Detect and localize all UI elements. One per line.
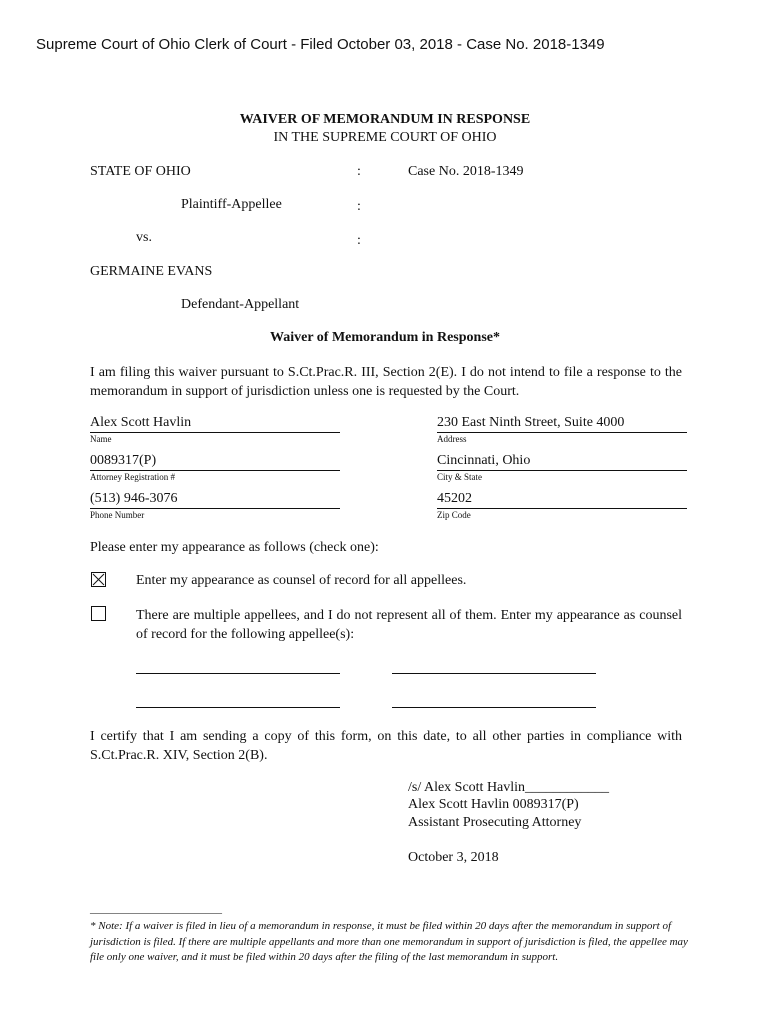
signature-date: October 3, 2018 <box>408 850 499 865</box>
checkbox-x-icon <box>92 573 105 586</box>
plaintiff-name: STATE OF OHIO <box>90 164 191 179</box>
multiple-appellees-checkbox[interactable] <box>91 606 106 621</box>
registration-label: Attorney Registration # <box>90 472 175 482</box>
appearance-prompt: Please enter my appearance as follows (check one): <box>90 540 379 555</box>
appellee-blank[interactable] <box>392 707 596 708</box>
all-appellees-label: Enter my appearance as counsel of record for all appellees. <box>136 573 467 588</box>
signature: /s/ Alex Scott Havlin____________ <box>408 780 610 795</box>
versus: vs. <box>136 230 152 245</box>
city-state-line <box>437 470 687 471</box>
zip-label: Zip Code <box>437 510 471 520</box>
multiple-appellees-label: There are multiple appellees, and I do not represent all of them. Enter my appearance as counsel of record for the following appellee(s): <box>136 608 682 642</box>
footnote-text: * Note: If a waiver is filed in lieu of a memorandum in response, it must be filed within 20 days after the memorandum in support of jurisdiction is filed. If there are multiple appellants and more than one memorandum in support of jurisdiction is filed, the appellee may file only one waiver, and it must be filed within 20 days after the filing of the last memorandum in support. <box>90 920 688 963</box>
attorney-name-value[interactable]: Alex Scott Havlin <box>90 415 192 430</box>
certification-text: I certify that I am sending a copy of this form, on this date, to all other parties in compliance with S.Ct.Prac.R. XIV, Section 2(B). <box>90 729 682 763</box>
footnote-rule: ________________________ <box>90 903 222 915</box>
registration-value[interactable]: 0089317(P) <box>90 453 157 468</box>
appellee-blank[interactable] <box>136 707 340 708</box>
document-title: WAIVER OF MEMORANDUM IN RESPONSE <box>239 112 531 127</box>
caption-colon: : <box>357 164 361 179</box>
zip-line <box>437 508 687 509</box>
appellee-blank[interactable] <box>392 673 596 674</box>
zip-value[interactable]: 45202 <box>437 491 472 506</box>
court-name: IN THE SUPREME COURT OF OHIO <box>273 130 497 145</box>
phone-line <box>90 508 340 509</box>
phone-label: Phone Number <box>90 510 145 520</box>
address-line <box>437 432 687 433</box>
section-heading: Waiver of Memorandum in Response* <box>270 330 500 345</box>
waiver-statement: I am filing this waiver pursuant to S.Ct.Prac.R. III, Section 2(E). I do not intend to file a response to the memorandum in support of jurisdiction unless one is requested by the Court. <box>90 365 682 399</box>
caption-colon: : <box>357 233 361 248</box>
caption-colon: : <box>357 199 361 214</box>
attorney-name-label: Name <box>90 434 112 444</box>
appellee-blank[interactable] <box>136 673 340 674</box>
defendant-name: GERMAINE EVANS <box>90 264 213 279</box>
city-state-label: City & State <box>437 472 482 482</box>
case-number: Case No. 2018-1349 <box>408 164 524 179</box>
city-state-value[interactable]: Cincinnati, Ohio <box>437 453 531 468</box>
signer-name: Alex Scott Havlin 0089317(P) <box>408 797 579 812</box>
address-value[interactable]: 230 East Ninth Street, Suite 4000 <box>437 415 625 430</box>
phone-value[interactable]: (513) 946-3076 <box>90 491 178 506</box>
attorney-name-line <box>90 432 340 433</box>
defendant-role: Defendant-Appellant <box>181 297 300 312</box>
registration-line <box>90 470 340 471</box>
plaintiff-role: Plaintiff-Appellee <box>181 197 282 212</box>
filing-stamp: Supreme Court of Ohio Clerk of Court - Filed October 03, 2018 - Case No. 2018-1349 <box>36 36 605 53</box>
address-label: Address <box>437 434 467 444</box>
all-appellees-checkbox[interactable] <box>91 572 106 587</box>
signer-title: Assistant Prosecuting Attorney <box>408 815 582 830</box>
